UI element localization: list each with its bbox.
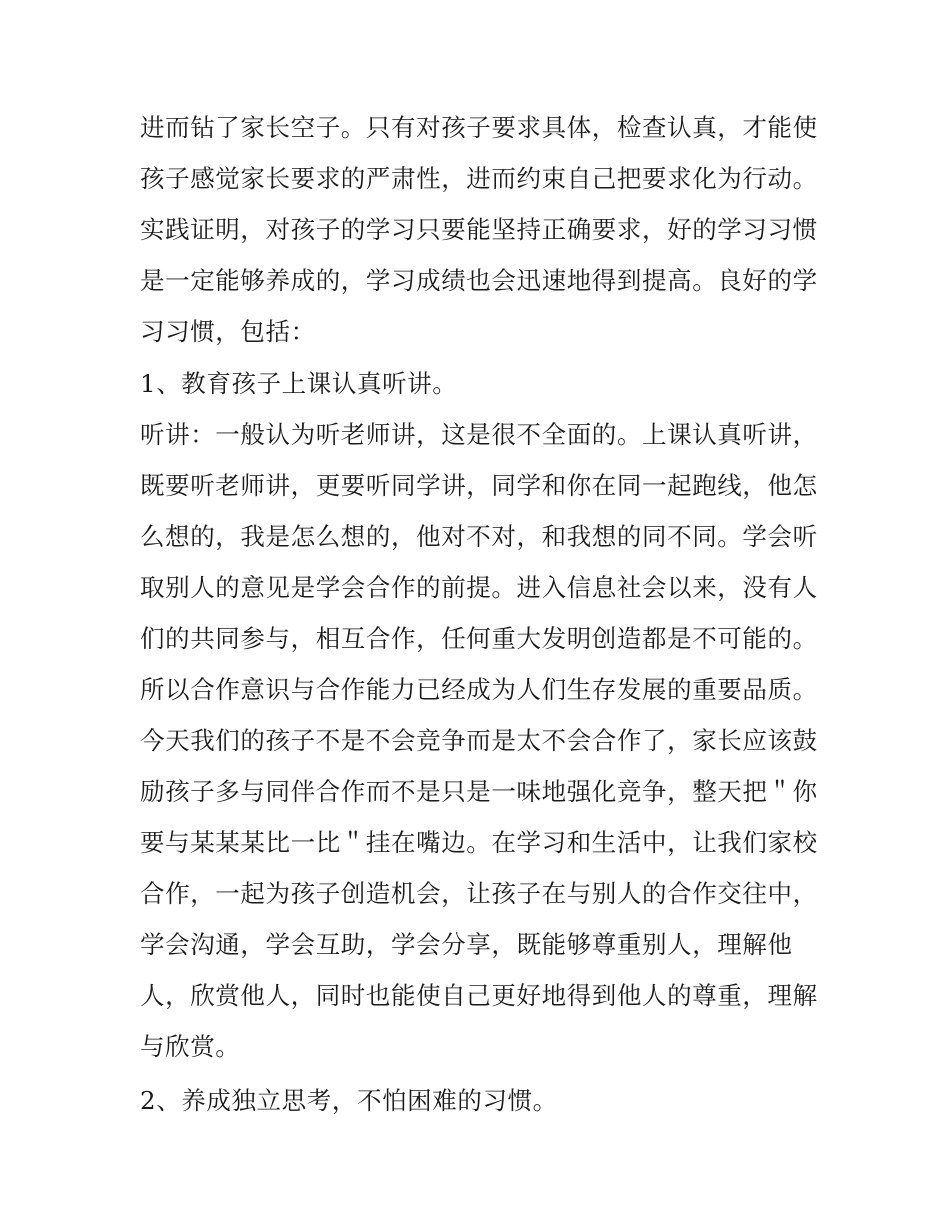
text-line-16: 合作，一起为孩子创造机会，让孩子在与别人的合作交往中， — [140, 879, 818, 908]
text-line-4: 是一定能够养成的，学习成绩也会迅速地得到提高。良好的学 — [140, 266, 818, 295]
text-line-2: 孩子感觉家长要求的严肃性，进而约束自己把要求化为行动。 — [140, 164, 818, 193]
text-line-13: 今天我们的孩子不是不会竞争而是太不会合作了，家长应该鼓 — [140, 726, 818, 755]
text-line-5: 习习惯，包括： — [140, 317, 316, 346]
heading-item-2: 2、养成独立思考，不怕困难的习惯。 — [140, 1086, 558, 1115]
text-line-14: 励孩子多与同伴合作而不是只是一味地强化竞争，整天把＂你 — [140, 777, 818, 806]
text-line-11: 们的共同参与，相互合作，任何重大发明创造都是不可能的。 — [140, 624, 818, 653]
text-line-17: 学会沟通，学会互助，学会分享，既能够尊重别人，理解他 — [140, 930, 793, 959]
text-line-15: 要与某某某比一比＂挂在嘴边。在学习和生活中，让我们家校 — [140, 828, 818, 857]
text-line-9: 么想的，我是怎么想的，他对不对，和我想的同不同。学会听 — [140, 522, 818, 551]
text-line-19: 与欣赏。 — [140, 1032, 241, 1061]
text-line-8: 既要听老师讲，更要听同学讲，同学和你在同一起跑线，他怎 — [140, 471, 818, 500]
text-line-7: 听讲：一般认为听老师讲，这是很不全面的。上课认真听讲， — [140, 420, 818, 449]
text-line-12: 所以合作意识与合作能力已经成为人们生存发展的重要品质。 — [140, 675, 818, 704]
text-line-18: 人，欣赏他人，同时也能使自己更好地得到他人的尊重，理解 — [140, 981, 818, 1010]
heading-item-1: 1、教育孩子上课认真听讲。 — [140, 369, 458, 398]
text-line-10: 取别人的意见是学会合作的前提。进入信息社会以来，没有人 — [140, 573, 818, 602]
text-line-3: 实践证明，对孩子的学习只要能坚持正确要求，好的学习习惯 — [140, 215, 818, 244]
text-line-1: 进而钻了家长空子。只有对孩子要求具体，检查认真，才能使 — [140, 113, 818, 142]
